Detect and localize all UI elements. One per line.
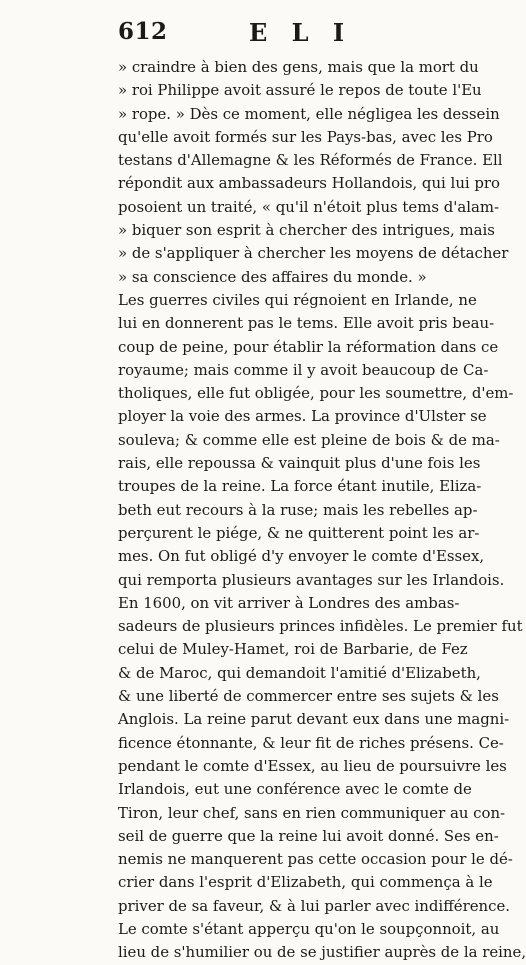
text-line: répondit aux ambassadeurs Hollandois, qui lui pro <box>118 174 501 193</box>
text-line: sadeurs de plusieurs princes infidèles. Le premier fut <box>118 617 523 636</box>
body-text <box>118 56 526 965</box>
text-line: lieu de s'humilier ou de se justifier auprès de la reine, <box>118 943 526 962</box>
text-line: Les guerres civiles qui régnoient en Irlande, ne <box>118 290 477 309</box>
text-line: priver de sa faveur, & à lui parler avec indifférence. <box>118 896 510 915</box>
text-line: rais, elle repoussa & vainquit plus d'une fois les <box>118 454 481 473</box>
text-line: pendant le comte d'Essex, au lieu de poursuivre les <box>118 756 507 775</box>
text-line: » craindre à bien des gens, mais que la mort du <box>118 58 479 76</box>
text-line: lui en donnerent pas le tems. Elle avoit pris beau- <box>118 314 495 333</box>
text-line: ployer la voie des armes. La province d'Ulster se <box>118 407 487 426</box>
text-line: crier dans l'esprit d'Elizabeth, qui commença à le <box>118 873 493 892</box>
page-header <box>118 18 442 52</box>
text-line: troupes de la reine. La force étant inutile, Eliza- <box>118 477 482 496</box>
text-line: ficence étonnante, & leur fit de riches présens. Ce- <box>118 733 504 752</box>
text-line: Tiron, leur chef, sans en rien communiquer au con- <box>118 803 506 822</box>
text-line: Anglois. La reine parut devant eux dans une magni- <box>118 710 510 729</box>
text-line: En 1600, on vit arriver à Londres des ambas- <box>118 593 460 612</box>
text-line: & de Maroc, qui demandoit l'amitié d'Elizabeth, <box>118 663 481 682</box>
text-line: royaume; mais comme il y avoit beaucoup de Ca- <box>118 360 489 379</box>
text-line: Le comte s'étant apperçu qu'on le soupçonnoit, au <box>118 919 500 938</box>
text-line: » rope. » Dès ce moment, elle négligea les dessein <box>118 104 500 123</box>
text-line: seil de guerre que la reine lui avoit donné. Ses en- <box>118 826 499 845</box>
page-number: 612 <box>118 18 168 45</box>
text-line: qu'elle avoit formés sur les Pays-bas, avec les Pro <box>118 127 493 146</box>
running-head: E L I <box>249 18 353 47</box>
text-line: posoient un traité, « qu'il n'étoit plus tems d'alam- <box>118 197 499 216</box>
text-line: tholiques, elle fut obligée, pour les soumettre, d'em- <box>118 384 514 403</box>
text-line: qui remporta plusieurs avantages sur les Irlandois. <box>118 570 505 589</box>
text-line: souleva; & comme elle est pleine de bois & de ma- <box>118 430 500 449</box>
text-line: testans d'Allemagne & les Réformés de France. Ell <box>118 151 503 170</box>
text-line: perçurent le piége, & ne quitterent point les ar- <box>118 523 480 542</box>
text-line: » de s'appliquer à chercher les moyens de détacher <box>118 244 509 263</box>
text-line: mes. On fut obligé d'y envoyer le comte d'Essex, <box>118 547 485 566</box>
text-line: » biquer son esprit à chercher des intrigues, mais <box>118 221 495 240</box>
text-line: » roi Philippe avoit assuré le repos de toute l'Eu <box>118 81 482 100</box>
text-line: beth eut recours à la ruse; mais les rebelles ap- <box>118 500 478 519</box>
text-line: coup de peine, pour établir la réformation dans ce <box>118 337 499 356</box>
text-line: » sa conscience des affaires du monde. » <box>118 267 427 286</box>
text-line: Irlandois, eut une conférence avec le comte de <box>118 780 472 799</box>
text-line: & une liberté de commercer entre ses sujets & les <box>118 687 499 706</box>
text-line: celui de Muley-Hamet, roi de Barbarie, de Fez <box>118 640 468 659</box>
text-line: nemis ne manquerent pas cette occasion pour le dé- <box>118 850 513 869</box>
